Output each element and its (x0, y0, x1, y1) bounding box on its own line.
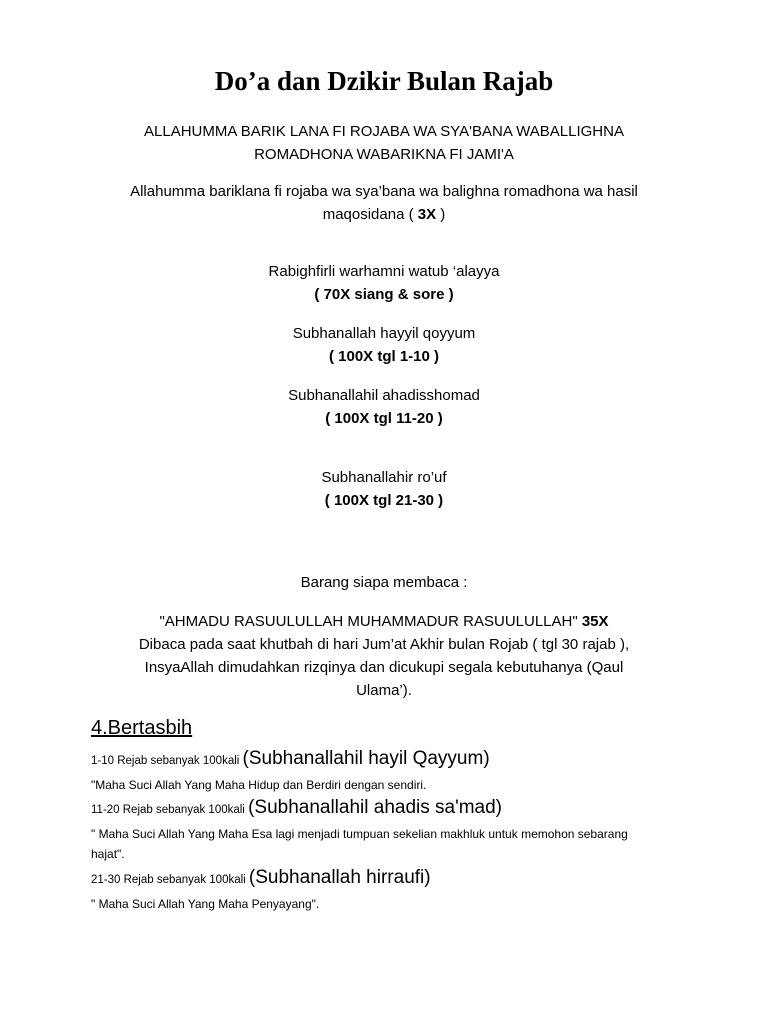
tasbih-meaning-line1: " Maha Suci Allah Yang Maha Penyayang". (91, 897, 320, 911)
barang-intro: Barang siapa membaca : (300, 574, 468, 591)
tasbih-prefix: 11-20 Rejab sebanyak 100kali (91, 804, 249, 816)
tasbih-meaning-line1: " Maha Suci Allah Yang Maha Esa lagi menjadi tumpuan sekelian makhluk untuk memohon sebarang (91, 827, 628, 841)
dzikir-count: ( 100X tgl 21-30 ) (324, 492, 444, 509)
tasbih-item-1 (91, 748, 691, 770)
dzikir-count: ( 100X tgl 1-10 ) (328, 348, 440, 365)
prayer-latin-count: 3X (417, 206, 437, 223)
dzikir-block-2 (84, 322, 684, 368)
tasbih-dzikir: (Subhanallahil hayil Qayyum) (242, 748, 490, 769)
dzikir-block-4 (84, 466, 684, 512)
tasbih-meaning-line2: hajat". (91, 847, 125, 861)
tasbih-meaning-line1: "Maha Suci Allah Yang Maha Hidup dan Berdiri dengan sendiri. (91, 778, 427, 792)
dzikir-count: ( 70X siang & sore ) (314, 286, 454, 303)
prayer-latin-line1: Allahumma bariklana fi rojaba wa sya’bana wa balighna romadhona wa hasil (130, 183, 638, 200)
prayer-caps-line2: ROMADHONA WABARIKNA FI JAMI'A (254, 146, 514, 163)
dzikir-block-1 (84, 260, 684, 306)
tasbih-dzikir: (Subhanallahil ahadis sa'mad) (248, 797, 503, 818)
dzikir-count: ( 100X tgl 11-20 ) (325, 410, 443, 427)
tasbih-meaning-1 (91, 775, 691, 795)
dzikir-block-3 (84, 384, 684, 430)
tasbih-prefix: 1-10 Rejab sebanyak 100kali (91, 755, 243, 767)
prayer-latin-text: maqosidana ( (322, 206, 418, 223)
dzikir-text: Subhanallahil ahadisshomad (288, 387, 480, 404)
dzikir-text: Subhanallahir ro’uf (321, 469, 447, 486)
barang-block (84, 610, 684, 702)
barang-quote-count: 35X (581, 613, 609, 630)
tasbih-item-2 (91, 797, 691, 819)
prayer-caps-line1: ALLAHUMMA BARIK LANA FI ROJABA WA SYA'BANA WABALLIGHNA (144, 123, 624, 140)
tasbih-item-3 (91, 867, 691, 889)
dzikir-text: Rabighfirli warhamni watub ‘alayya (268, 263, 500, 280)
tasbih-dzikir: (Subhanallah hirraufi) (248, 867, 431, 888)
prayer-latin-end: ) (436, 206, 446, 223)
section-heading: 4.Bertasbih (91, 717, 193, 739)
document-title: Do’a dan Dzikir Bulan Rajab (214, 66, 554, 96)
barang-line3: Ulama’). (356, 682, 412, 699)
prayer-caps (84, 120, 684, 166)
tasbih-meaning-2 (91, 824, 691, 864)
barang-quote: "AHMADU RASUULULLAH MUHAMMADUR RASUULULLAH" (159, 613, 582, 630)
prayer-latin (84, 180, 684, 226)
barang-quote-line (84, 610, 684, 633)
barang-line2: InsyaAllah dimudahkan rizqinya dan dicukupi segala kebutuhanya (Qaul (144, 659, 624, 676)
prayer-latin-line2 (84, 203, 684, 226)
tasbih-meaning-3 (91, 894, 691, 914)
barang-line1: Dibaca pada saat khutbah di hari Jum’at Akhir bulan Rojab ( tgl 30 rajab ), (138, 636, 630, 653)
tasbih-prefix: 21-30 Rejab sebanyak 100kali (91, 874, 249, 886)
dzikir-text: Subhanallah hayyil qoyyum (292, 325, 476, 342)
